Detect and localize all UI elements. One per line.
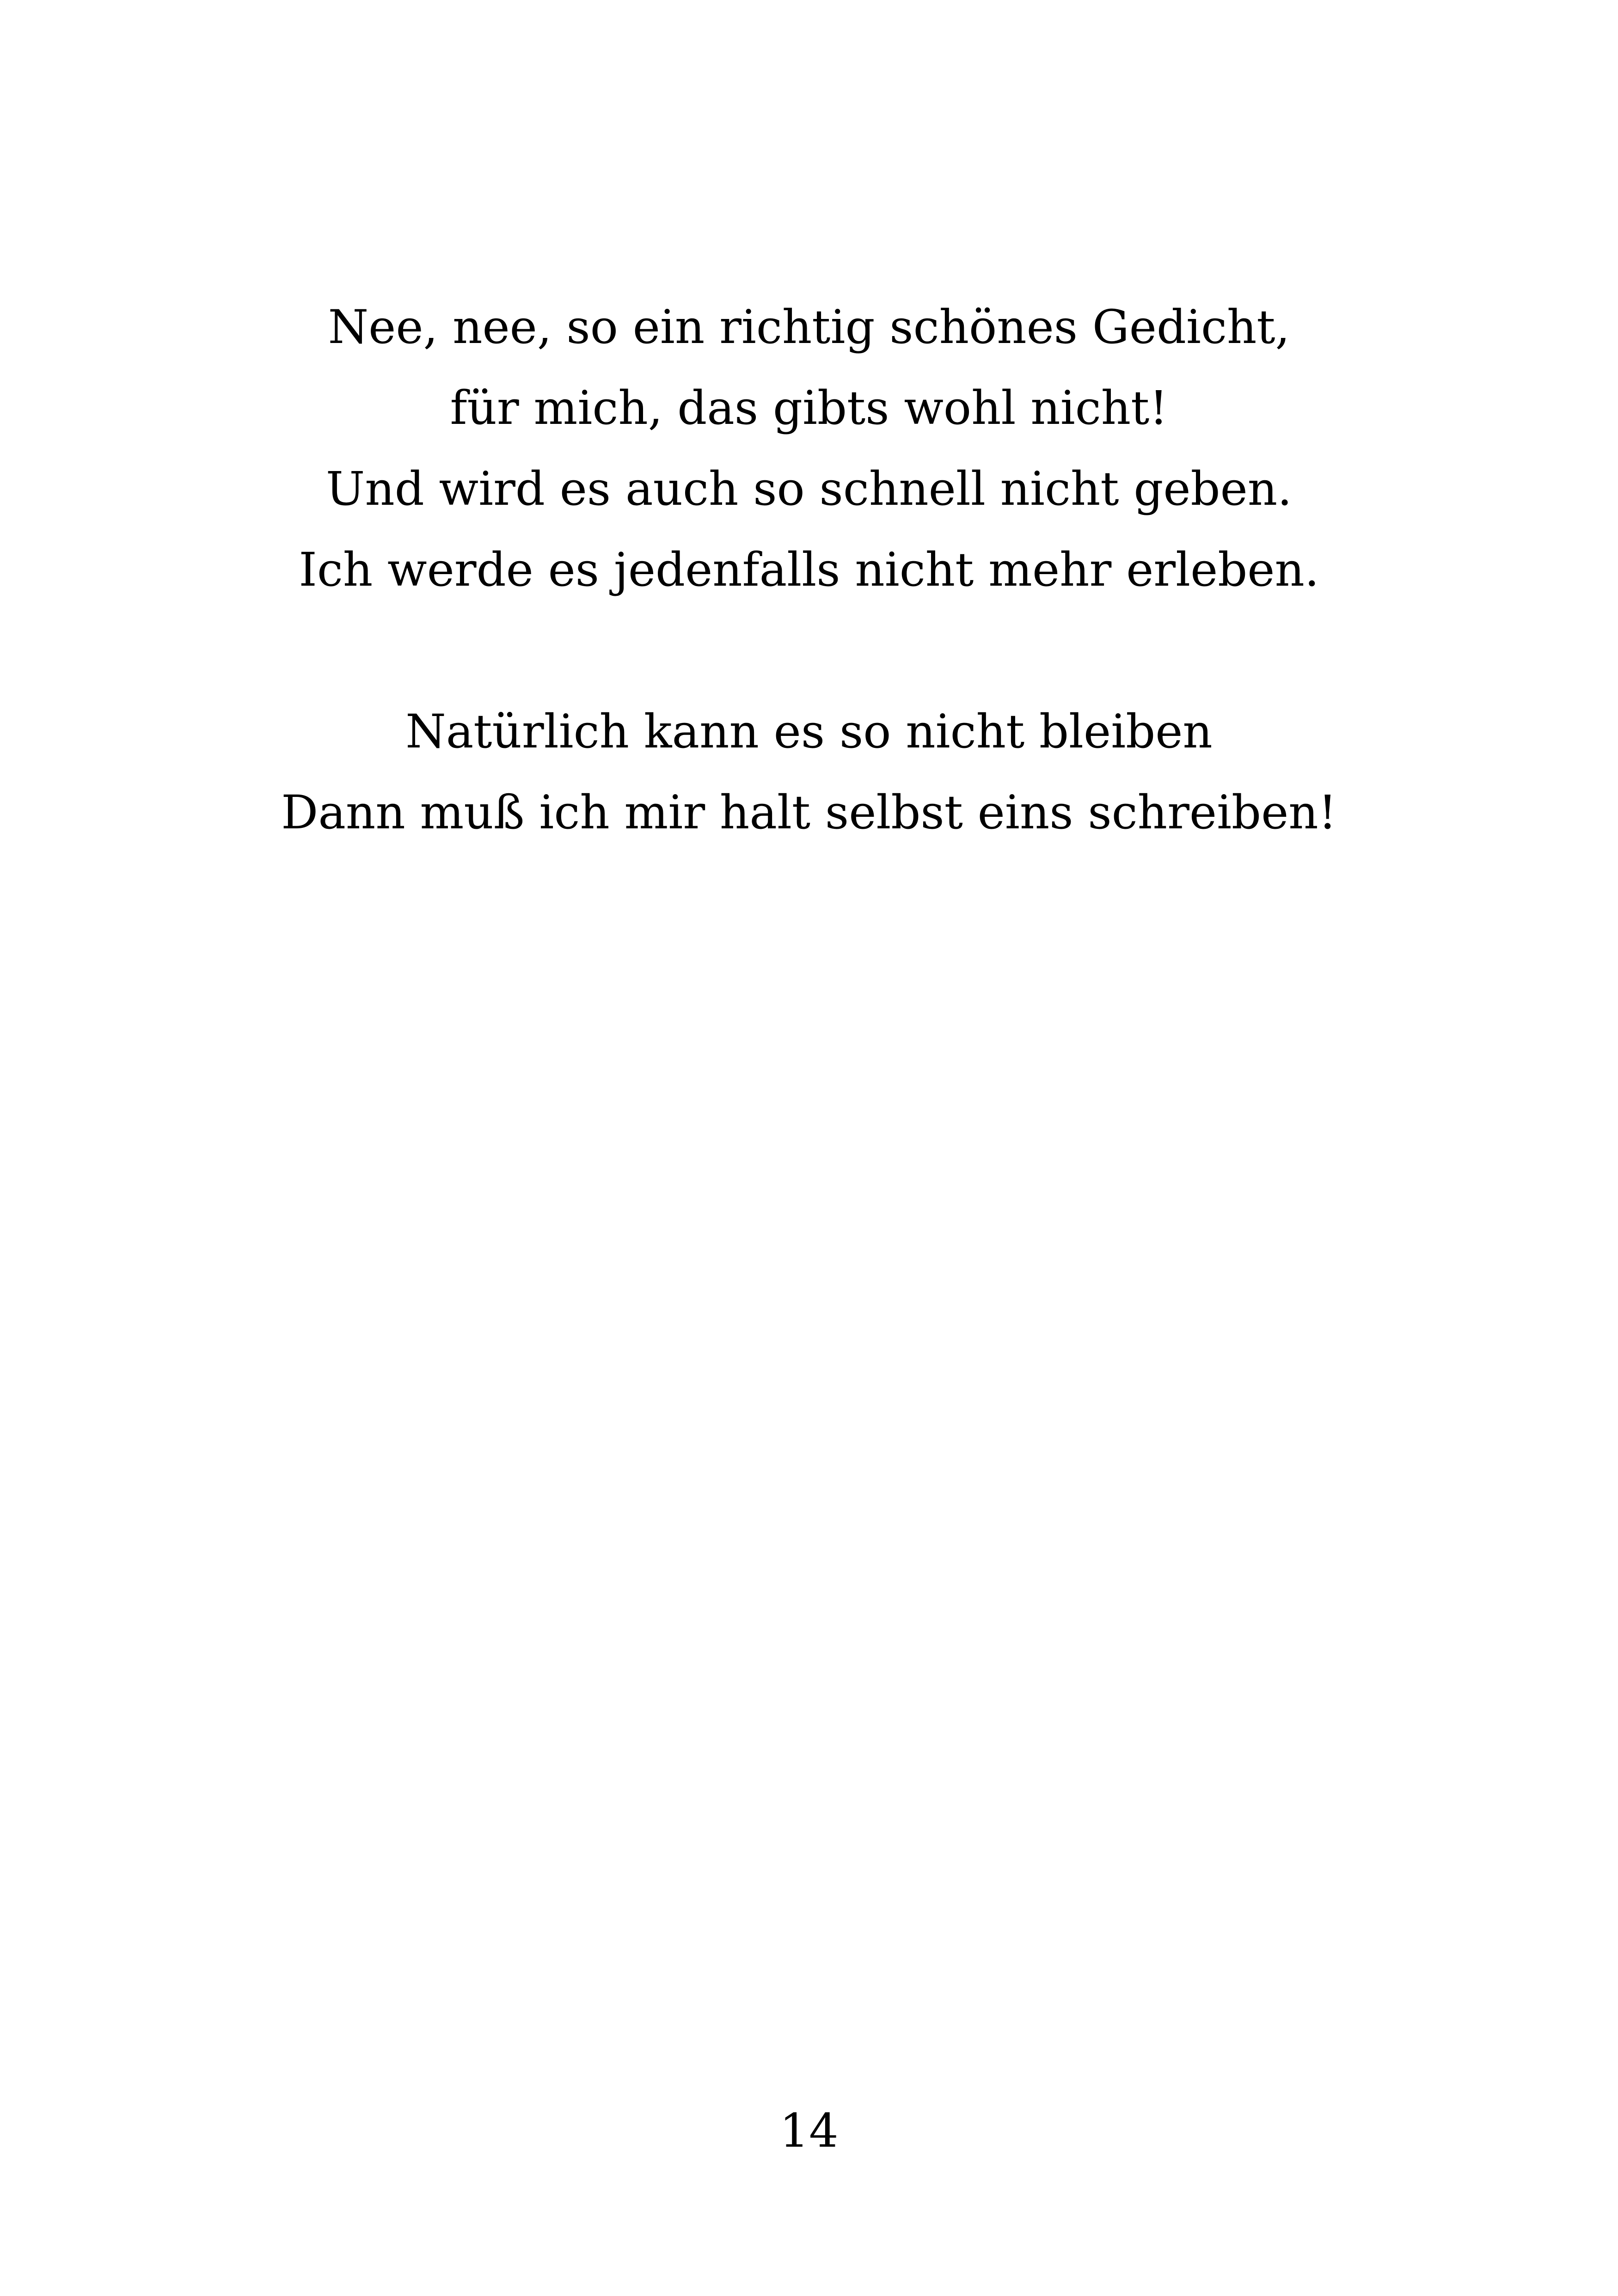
- page-number: 14: [779, 2104, 839, 2158]
- poem-line: für mich, das gibts wohl nicht!: [450, 381, 1168, 435]
- poem-line: Natürlich kann es so nicht bleiben: [405, 704, 1213, 759]
- poem-line: Dann muß ich mir halt selbst eins schreiben!: [281, 785, 1337, 839]
- poem-stanza-2: [0, 691, 1618, 853]
- poem-stanza-1: [0, 287, 1618, 610]
- poem-line: Ich werde es jedenfalls nicht mehr erleben.: [299, 543, 1319, 597]
- poem-line: Und wird es auch so schnell nicht geben.: [326, 462, 1292, 516]
- poem-line: Nee, nee, so ein richtig schönes Gedicht,: [328, 300, 1290, 354]
